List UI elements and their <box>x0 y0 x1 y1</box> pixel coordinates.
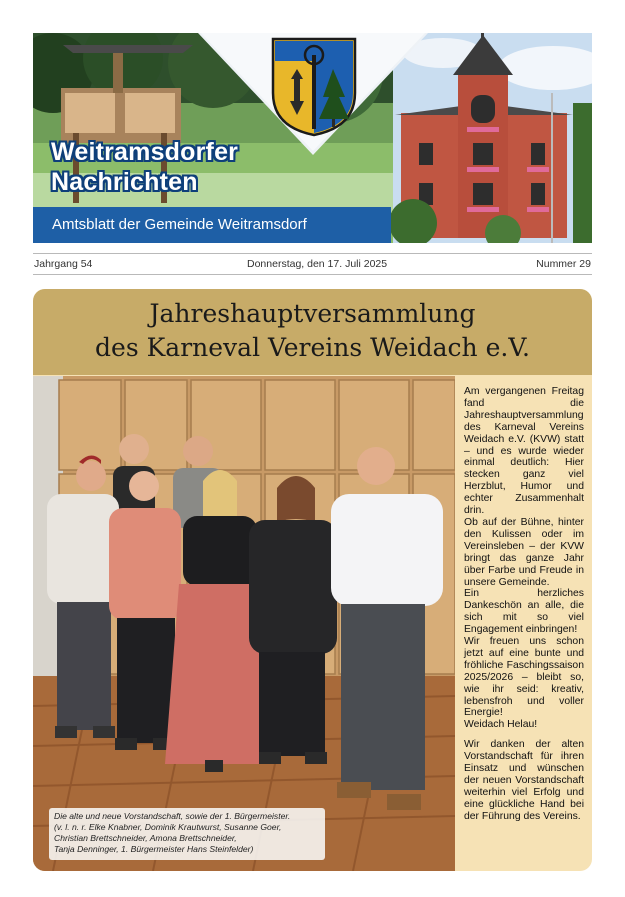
issue-volume: Jahrgang 54 <box>34 258 93 270</box>
masthead-title-line-1: Weitramsdorfer <box>51 138 239 166</box>
photo-caption <box>49 808 325 860</box>
article-body <box>464 386 584 823</box>
group-photo-illustration <box>33 376 455 871</box>
article-paragraph: Ob auf der Bühne, hinter den Kulissen oder im Vereinsleben – der KVW bringt das ganze Jahr über Farbe und Freude in unsere Gemeinde. <box>464 516 584 588</box>
masthead-subtitle: Amtsblatt der Gemeinde Weitramsdorf <box>52 216 307 233</box>
issue-number: Nummer 29 <box>536 258 591 270</box>
article-paragraph: Ein herzliches Dankeschön an alle, die sich mit so viel Engagement einbringen! <box>464 588 584 636</box>
caption-line-4: Tanja Denninger, 1. Bürgermeister Hans Steinfelder) <box>54 844 254 854</box>
coat-of-arms-icon <box>273 39 355 135</box>
masthead-subtitle-bar <box>33 207 391 243</box>
article-headline-line-1: Jahreshauptversammlung <box>149 299 476 328</box>
caption-line-2: (v. l. n. r. Elke Knabner, Dominik Krautwurst, Susanne Goer, <box>54 822 282 832</box>
article-paragraph: Am vergangenen Freitag fand die Jahreshauptversammlung des Karneval Vereins Weidach e.V. (KVW) statt – und es wurde wieder einmal deutlich: Hier stecken ganz viel Herzblut, Humor und echter Zusammenhalt drin. <box>464 386 584 517</box>
article-card <box>33 289 592 871</box>
article-paragraph: Wir freuen uns schon jetzt auf eine bunte und fröhliche Faschingssaison 2025/2026 – bleibt so, wie ihr seid: kreativ, lebensfroh und voller Energie! <box>464 636 584 719</box>
masthead <box>33 33 592 243</box>
headline-band <box>33 289 592 375</box>
caption-line-1: Die alte und neue Vorstandschaft, sowie der 1. Bürgermeister. <box>54 811 291 821</box>
article-paragraph: Wir danken der alten Vorstandschaft für ihren Einsatz und wünschen der neuen Vorstandschaft weiterhin viel Erfolg und eine glückliche Hand bei der Führung des Vereins. <box>464 739 584 822</box>
masthead-title <box>51 137 238 197</box>
issue-date: Donnerstag, den 17. Juli 2025 <box>247 258 388 270</box>
masthead-title-line-2: Nachrichten <box>51 168 198 196</box>
article-paragraph: Weidach Helau! <box>464 719 538 731</box>
article-headline-line-2: des Karneval Vereins Weidach e.V. <box>95 333 530 362</box>
caption-line-3: Christian Brettschneider, Amona Brettschneider, <box>54 833 237 843</box>
issue-dateline <box>33 253 592 275</box>
group-photo <box>33 376 455 871</box>
article-headline <box>33 297 592 365</box>
